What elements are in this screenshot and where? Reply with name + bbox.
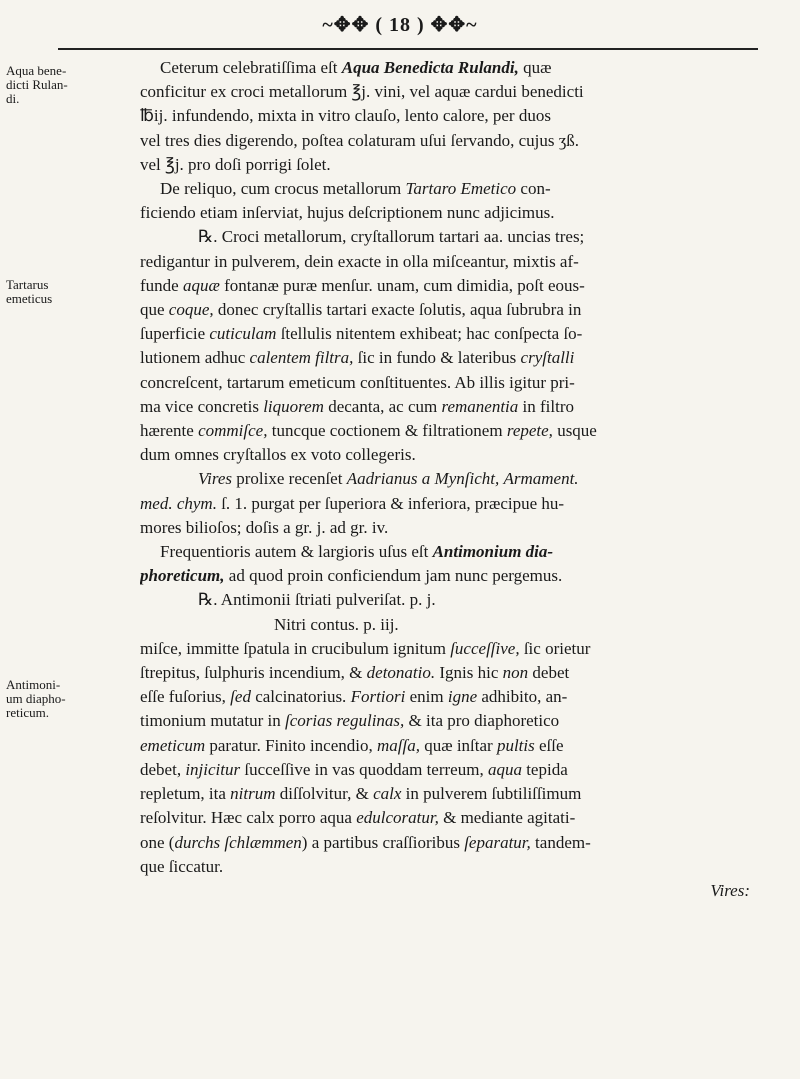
text-line [140,492,780,516]
margin-note-line: Aqua bene- [6,63,67,78]
text-run: miſce, immitte ſpatula in crucibulum ignitum [140,638,451,658]
text-run: durchs ſchlæmmen [174,832,302,852]
text-run: donec cryſtallis tartari exacte ſolutis, aqua ſubrubra in [213,300,582,320]
text-run: Vires [198,469,232,489]
text-run: calentem filtra, [249,348,354,368]
text-line [140,371,780,395]
text-run: Ceterum celebratiſſima eſt [160,58,342,77]
text-line [140,80,780,104]
text-line [140,274,780,298]
text-line [140,879,780,903]
text-run: ſtellulis nitentem exhibeat; hac conſpecta ſo- [276,324,583,344]
text-run: emeticum [140,735,206,755]
text-run: in pulverem ſubtiliſſimum [401,784,582,804]
text-line [140,564,780,588]
text-run: commiſce, [198,421,268,441]
text-run: ) a partibus craſſioribus [301,832,465,852]
text-run: med. chym. [140,493,217,513]
text-line [140,298,780,322]
text-run: ℞. Antimonii ſtriati pulveriſat. p. j. [198,590,436,610]
text-run: cuticulam [209,324,277,344]
text-run: Aadrianus a Mynſicht, [346,469,500,489]
text-run: calcinatorius. [250,687,351,707]
text-run: Tartaro Emetico [405,179,517,199]
text-run: concreſcent, tartarum emeticum conſtituentes. Ab illis igitur pri- [140,372,575,392]
text-run: in filtro [518,396,575,416]
text-line [140,177,780,201]
text-run: tandem- [530,832,591,852]
text-run: injicitur [185,759,241,779]
text-run: pultis [496,735,535,755]
text-run: ad quod proin conficiendum jam nunc pergemus. [224,566,563,586]
text-run: reſolvitur. Hæc calx porro aqua [140,808,357,828]
text-line [140,613,780,637]
text-line [140,734,780,758]
text-line [140,322,780,346]
text-line [140,250,780,274]
margin-note [6,278,82,306]
text-line [140,661,780,685]
text-line [140,855,780,879]
text-run: De reliquo, cum crocus metallorum [160,179,406,199]
text-run: igne [447,687,478,707]
text-line [140,758,780,782]
text-line [140,709,780,733]
text-run: coque, [168,300,214,320]
text-run: ſ. 1. purgat per ſuperiora & inferiora, præcipue hu- [216,493,565,513]
text-line [140,56,780,80]
margin-note-line: reticum. [6,705,49,720]
text-run: usque [552,421,597,441]
text-line [140,806,780,830]
text-run: adhibito, an- [477,687,568,707]
text-run: que ſiccatur. [140,856,224,876]
ornament-right: ✥✥~ [430,14,478,36]
text-run: hærente [140,421,199,441]
text-run: ma vice concretis [140,396,264,416]
text-run: eſſe [534,735,564,755]
text-run: enim [405,687,448,707]
text-run: ſtrepitus, ſulphuris incendium, & [140,663,367,683]
ornament-left: ~✥✥ [322,14,376,36]
text-line [140,129,780,153]
header-rule [58,48,758,50]
text-run: remanentia [441,396,519,416]
text-run: Antimonium dia- [432,542,554,562]
text-line [140,467,780,491]
text-run: one ( [140,832,175,852]
text-line [140,516,780,540]
page-number: ( 18 ) [375,14,425,36]
text-run: dum omnes cryſtallos ex voto collegeris. [140,445,416,465]
text-run: non [502,663,529,683]
text-run: vel tres dies digerendo, poſtea colaturam uſui ſervando, cujus ʒß. [140,130,580,150]
text-run: ſuperficie [140,324,210,344]
text-run: con- [516,179,551,199]
text-line [140,201,780,225]
text-run: Vires: [710,880,750,900]
margin-note-line: di. [6,91,20,106]
body-text [140,56,780,903]
text-run: tuncque coctionem & filtrationem [267,421,507,441]
text-line [140,225,780,249]
text-run: ſcorias regulinas, [284,711,405,731]
text-line [140,419,780,443]
text-line [140,588,780,612]
text-run: funde [140,275,183,295]
text-run: detonatio. [366,663,436,683]
text-run: quæ [518,58,552,77]
text-line [140,831,780,855]
text-run: decanta, ac cum [323,396,442,416]
text-run: Fortiori [350,687,406,707]
text-run: quæ inſtar [419,735,497,755]
page-header [0,12,800,37]
text-run: ſed [230,687,251,707]
margin-note-line: dicti Rulan- [6,77,68,92]
text-run: conficitur ex croci metallorum ℥j. vini, vel aquæ cardui benedicti [140,82,584,102]
text-run: repete, [506,421,553,441]
text-run: repletum, ita [140,784,231,804]
text-run: calx [373,784,402,804]
text-line [140,104,780,128]
text-line [140,685,780,709]
text-run: timonium mutatur in [140,711,285,731]
text-run: ℔ij. infundendo, mixta in vitro clauſo, lento calore, per duos [140,106,551,126]
text-run: aquæ [182,275,220,295]
text-run: Aqua Benedicta Rulandi, [341,58,519,77]
text-run: paratur. Finito incendio, [205,735,377,755]
text-run: cryſtalli [520,348,575,368]
text-run: aqua [487,759,522,779]
margin-note-line: Antimoni- [6,677,61,692]
text-run: debet [528,663,570,683]
text-run: maſſa, [377,735,420,755]
text-run: nitrum [230,784,276,804]
text-run: que [140,300,169,320]
margin-note [6,64,82,106]
text-run: ℞. Croci metallorum, cryſtallorum tartari aa. uncias tres; [198,227,585,247]
text-run: phoreticum, [140,566,225,586]
text-run: edulcoratur, [356,808,439,828]
text-run: ſic orietur [519,638,591,658]
text-line [140,782,780,806]
text-run: mores bilioſos; doſis a gr. j. ad gr. iv. [140,517,389,537]
margin-note-line: emeticus [6,291,53,306]
text-run: tepida [521,759,568,779]
text-run: fontanæ puræ menſur. unam, cum dimidia, poſt eous- [219,275,585,295]
text-run: Frequentioris autem & largioris uſus eſt [160,542,433,562]
text-run: liquorem [263,396,324,416]
text-run: Ignis hic [435,663,503,683]
text-run: ſic in fundo & lateribus [353,348,521,368]
text-run: redigantur in pulverem, dein exacte in olla miſceantur, mixtis af- [140,251,579,271]
text-line [140,540,780,564]
text-run: ſeparatur, [464,832,531,852]
text-line [140,346,780,370]
text-run: Armament. [503,469,579,489]
text-line [140,395,780,419]
text-line [140,153,780,177]
text-run: eſſe fuſorius, [140,687,231,707]
text-run: debet, [140,759,186,779]
text-run: ſucceſſive in vas quoddam terreum, [240,759,488,779]
text-run: prolixe recenſet [232,469,347,489]
text-run: Nitri contus. p. iij. [274,614,399,634]
text-run: lutionem adhuc [140,348,250,368]
text-run: & ita pro diaphoretico [404,711,560,731]
text-line [140,637,780,661]
margin-note-line: Tartarus [6,277,49,292]
text-run: ficiendo etiam inſerviat, hujus deſcriptionem nunc adjicimus. [140,203,555,223]
text-line [140,443,780,467]
text-run: vel ℥j. pro doſi porrigi ſolet. [140,154,331,174]
margin-note-line: um diapho- [6,691,66,706]
text-run: diſſolvitur, & [275,784,374,804]
text-run: & mediante agitati- [438,808,576,828]
text-run: ſucceſſive, [450,638,520,658]
margin-note [6,678,82,720]
